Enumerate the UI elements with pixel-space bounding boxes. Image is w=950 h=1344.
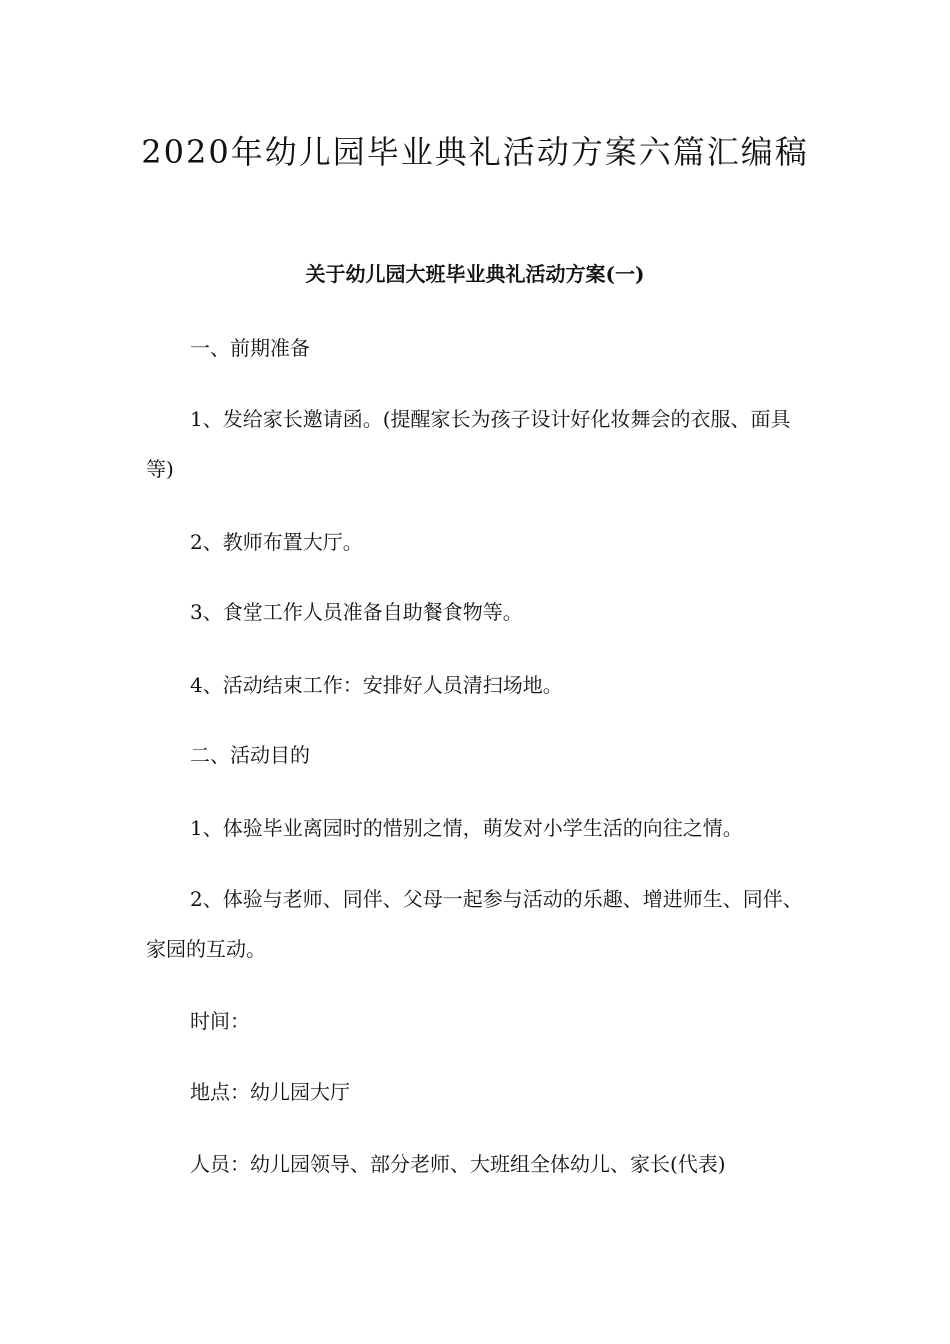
paragraph-time: 时间： bbox=[190, 1009, 250, 1033]
paragraph-participants: 人员：幼儿园领导、部分老师、大班组全体幼儿、家长(代表) bbox=[190, 1152, 726, 1176]
heading-preparation: 一、前期准备 bbox=[190, 336, 310, 360]
paragraph-location: 地点：幼儿园大厅 bbox=[190, 1080, 350, 1104]
heading-purpose: 二、活动目的 bbox=[190, 743, 310, 767]
paragraph-invitation: 1、发给家长邀请函。(提醒家长为孩子设计好化妆舞会的衣服、面具等) bbox=[146, 407, 791, 481]
section-title: 关于幼儿园大班毕业典礼活动方案(一) bbox=[305, 262, 645, 286]
paragraph-purpose-1: 1、体验毕业离园时的惜别之情，萌发对小学生活的向往之情。 bbox=[190, 816, 743, 840]
paragraph-canteen: 3、食堂工作人员准备自助餐食物等。 bbox=[190, 600, 523, 624]
paragraph-purpose-2: 2、体验与老师、同伴、父母一起参与活动的乐趣、增进师生、同伴、家园的互动。 bbox=[146, 887, 803, 961]
document-title: 2020年幼儿园毕业典礼活动方案六篇汇编稿 bbox=[141, 133, 809, 171]
paragraph-hall-decoration: 2、教师布置大厅。 bbox=[190, 530, 363, 554]
paragraph-cleanup: 4、活动结束工作：安排好人员清扫场地。 bbox=[190, 673, 563, 697]
